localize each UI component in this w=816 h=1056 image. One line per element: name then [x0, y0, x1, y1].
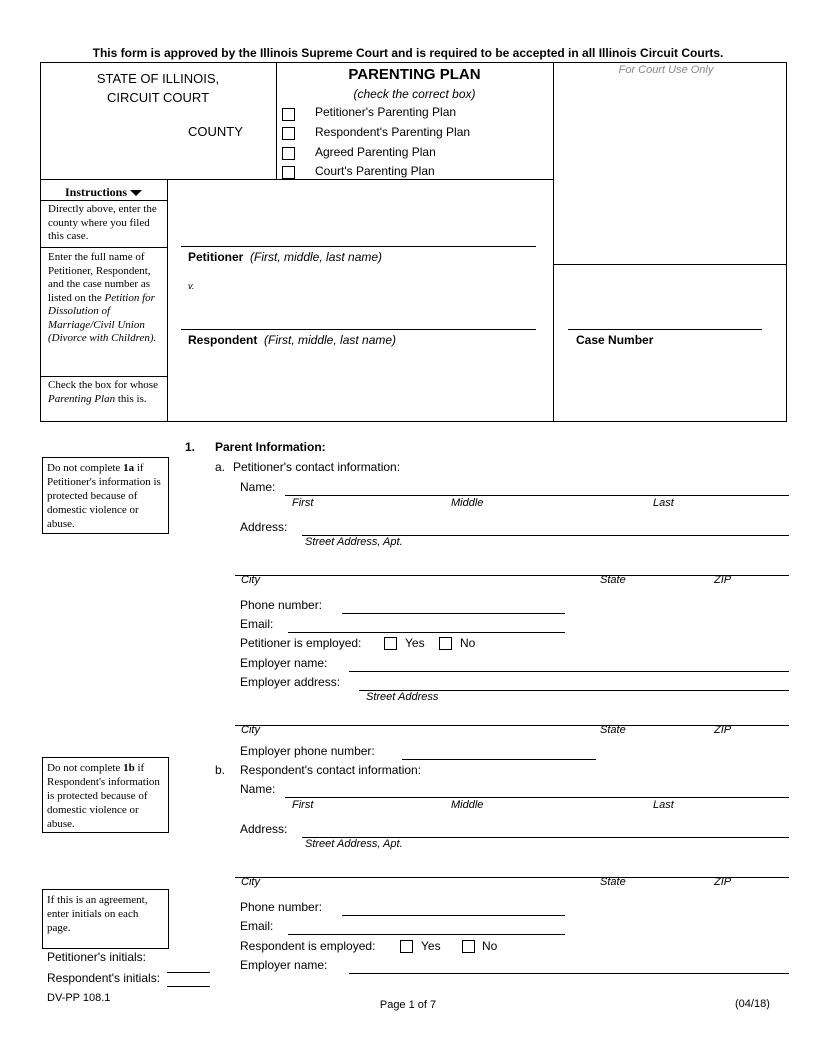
pet-employer-city-line[interactable] — [235, 725, 789, 726]
note-1a: Do not complete 1a if Petitioner's information is protected because of domestic violence or abuse. — [42, 457, 169, 534]
pet-employer-name-line[interactable] — [349, 671, 789, 672]
petitioner-name-line[interactable] — [181, 246, 536, 247]
pet-city-label: City — [241, 574, 260, 586]
resp-middle-label: Middle — [451, 799, 484, 811]
resp-street-label: Street Address, Apt. — [305, 838, 403, 850]
petitioner-initials-line[interactable] — [167, 972, 210, 973]
pet-employed-no-label: No — [460, 636, 476, 650]
resp-last-label: Last — [653, 799, 674, 811]
respondent-initials-label: Respondent's initials: — [47, 971, 161, 985]
resp-name-label: Name: — [240, 782, 276, 796]
resp-phone-line[interactable] — [342, 915, 565, 916]
petitioner-caption: Petitioner (First, middle, last name) — [188, 250, 383, 264]
pet-zip-label: ZIP — [714, 574, 732, 586]
pet-employer-zip-label: ZIP — [714, 724, 732, 736]
check-note: (check the correct box) — [353, 87, 476, 101]
respondent-caption: Respondent (First, middle, last name) — [188, 333, 397, 347]
pet-employed-yes-label: Yes — [405, 636, 425, 650]
resp-employer-name-label: Employer name: — [240, 958, 328, 972]
pet-phone-label: Phone number: — [240, 598, 323, 612]
county-label: COUNTY — [188, 124, 243, 139]
respondent-plan-checkbox[interactable] — [282, 127, 295, 140]
section-number: 1. — [185, 440, 196, 454]
agreed-plan-checkbox[interactable] — [282, 147, 295, 160]
respondent-plan-label: Respondent's Parenting Plan — [315, 125, 471, 139]
resp-address-label: Address: — [240, 822, 288, 836]
instruction-names: Enter the full name of Petitioner, Respondent, and the case number as listed on the Petition for Dissolution of Marriage/Civil Union (Divorce with Children). — [48, 251, 157, 344]
pet-employed-label: Petitioner is employed: — [240, 636, 362, 650]
case-number-line[interactable] — [568, 329, 762, 330]
respondent-initials-line[interactable] — [167, 986, 210, 987]
petitioner-plan-label: Petitioner's Parenting Plan — [315, 105, 457, 119]
approval-banner: This form is approved by the Illinois Supreme Court and is required to be accepted in all Illinois Circuit Courts. — [92, 46, 724, 60]
court-plan-checkbox[interactable] — [282, 166, 295, 179]
pet-name-label: Name: — [240, 480, 276, 494]
petitioner-plan-checkbox[interactable] — [282, 108, 295, 121]
court-use-label: For Court Use Only — [618, 64, 714, 76]
resp-state-label: State — [600, 876, 626, 888]
pet-employer-street-label: Street Address — [366, 691, 439, 703]
form-title: PARENTING PLAN — [348, 66, 481, 83]
court-heading — [40, 69, 276, 107]
item-b-heading: Respondent's contact information: — [240, 763, 422, 777]
section-title: Parent Information: — [215, 440, 326, 454]
note-1b: Do not complete 1b if Respondent's information is protected because of domestic violence or abuse. — [42, 757, 169, 833]
pet-state-label: State — [600, 574, 626, 586]
pet-email-label: Email: — [240, 617, 274, 631]
case-number-label: Case Number — [576, 333, 654, 347]
pet-employed-no-checkbox[interactable] — [439, 637, 452, 650]
item-a-heading: Petitioner's contact information: — [233, 460, 401, 474]
pet-employer-address-label: Employer address: — [240, 675, 341, 689]
resp-zip-label: ZIP — [714, 876, 732, 888]
agreed-plan-label: Agreed Parenting Plan — [315, 145, 436, 159]
pet-employer-state-label: State — [600, 724, 626, 736]
pet-employed-yes-checkbox[interactable] — [384, 637, 397, 650]
court-plan-label: Court's Parenting Plan — [315, 164, 435, 178]
instructions-title: Instructions — [40, 185, 167, 200]
resp-employed-no-label: No — [482, 939, 498, 953]
instruction-county: Directly above, enter the county where you filed this case. — [48, 203, 157, 242]
state-label: STATE OF ILLINOIS, — [96, 71, 220, 86]
resp-city-label: City — [241, 876, 260, 888]
resp-employed-label: Respondent is employed: — [240, 939, 376, 953]
petitioner-initials-label: Petitioner's initials: — [47, 950, 146, 964]
pet-employer-name-label: Employer name: — [240, 656, 328, 670]
pet-name-line[interactable] — [285, 495, 789, 496]
pet-employer-phone-line[interactable] — [402, 759, 596, 760]
versus-label: v. — [188, 281, 195, 291]
resp-email-line[interactable] — [288, 934, 565, 935]
resp-name-line[interactable] — [285, 797, 789, 798]
instruction-checkbox: Check the box for whose Parenting Plan this is. — [48, 379, 158, 405]
pet-employer-phone-label: Employer phone number: — [240, 744, 375, 758]
resp-employer-name-line[interactable] — [349, 973, 789, 974]
item-a-letter: a. — [215, 460, 226, 474]
resp-employed-no-checkbox[interactable] — [462, 940, 475, 953]
triangle-down-icon — [130, 189, 142, 197]
page-number: Page 1 of 7 — [379, 999, 437, 1011]
pet-middle-label: Middle — [451, 497, 484, 509]
pet-last-label: Last — [653, 497, 674, 509]
pet-phone-line[interactable] — [342, 613, 565, 614]
resp-city-line[interactable] — [235, 877, 789, 878]
pet-street-label: Street Address, Apt. — [305, 536, 403, 548]
respondent-name-line[interactable] — [181, 329, 536, 330]
note-initials: If this is an agreement, enter initials on each page. — [42, 889, 169, 949]
form-id: DV-PP 108.1 — [47, 992, 111, 1004]
pet-employer-city-label: City — [241, 724, 260, 736]
pet-address-label: Address: — [240, 520, 288, 534]
resp-employed-yes-label: Yes — [421, 939, 441, 953]
resp-email-label: Email: — [240, 919, 274, 933]
resp-first-label: First — [292, 799, 314, 811]
item-b-letter: b. — [215, 763, 226, 777]
form-version: (04/18) — [735, 998, 770, 1010]
pet-first-label: First — [292, 497, 314, 509]
pet-email-line[interactable] — [288, 632, 565, 633]
circuit-court-label: CIRCUIT COURT — [106, 90, 210, 105]
resp-employed-yes-checkbox[interactable] — [400, 940, 413, 953]
pet-city-line[interactable] — [235, 575, 789, 576]
resp-phone-label: Phone number: — [240, 900, 323, 914]
